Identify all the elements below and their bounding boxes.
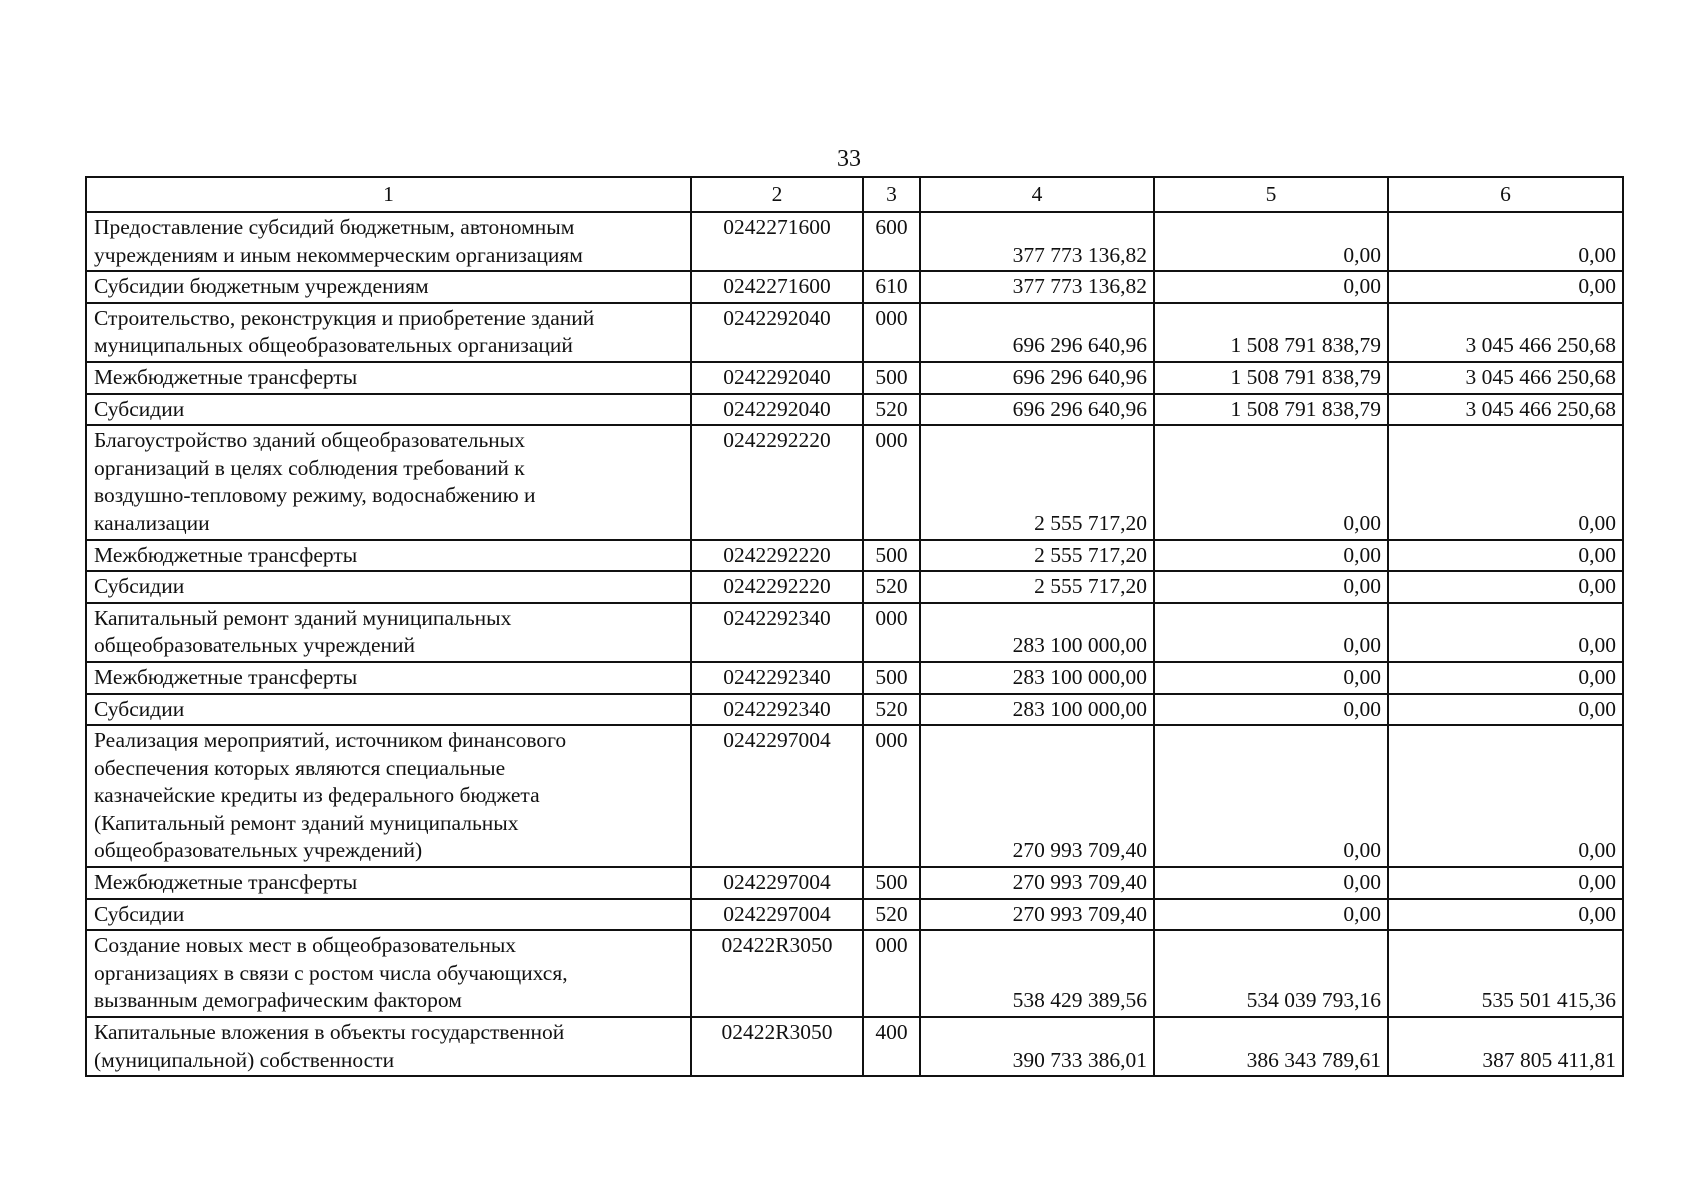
row-col5-value: 0,00: [1154, 425, 1388, 539]
row-expense-type-cell: 500: [863, 867, 920, 899]
row-col5-value: 0,00: [1154, 212, 1388, 271]
row-col6-value: 0,00: [1388, 662, 1623, 694]
row-col6-value: 0,00: [1388, 899, 1623, 931]
row-col6-value: 0,00: [1388, 725, 1623, 867]
row-col4-value: 283 100 000,00: [920, 694, 1154, 726]
page-number: 33: [837, 146, 861, 172]
row-name-cell: Капитальный ремонт зданий муниципальных общеобразовательных учреждений: [86, 603, 691, 662]
row-col5-value: 1 508 791 838,79: [1154, 362, 1388, 394]
column-header: 3: [863, 177, 920, 212]
table-row: [86, 394, 1623, 426]
row-col5-value: 0,00: [1154, 662, 1388, 694]
table-row: [86, 694, 1623, 726]
row-col5-value: 0,00: [1154, 571, 1388, 603]
row-expense-type-cell: 000: [863, 930, 920, 1017]
row-col6-value: 0,00: [1388, 867, 1623, 899]
row-col4-value: 270 993 709,40: [920, 867, 1154, 899]
table-row: [86, 867, 1623, 899]
row-expense-type-cell: 000: [863, 725, 920, 867]
row-col4-value: 2 555 717,20: [920, 571, 1154, 603]
row-code-cell: 0242271600: [691, 271, 863, 303]
row-code-cell: 0242271600: [691, 212, 863, 271]
row-expense-type-cell: 000: [863, 303, 920, 362]
row-col6-value: 3 045 466 250,68: [1388, 362, 1623, 394]
row-col6-value: 0,00: [1388, 603, 1623, 662]
row-col4-value: 696 296 640,96: [920, 394, 1154, 426]
row-expense-type-cell: 500: [863, 662, 920, 694]
table-row: [86, 662, 1623, 694]
row-col6-value: 3 045 466 250,68: [1388, 303, 1623, 362]
table-row: [86, 930, 1623, 1017]
row-code-cell: 0242292340: [691, 694, 863, 726]
row-col4-value: 2 555 717,20: [920, 425, 1154, 539]
column-header: 2: [691, 177, 863, 212]
row-expense-type-cell: 500: [863, 540, 920, 572]
row-col6-value: 0,00: [1388, 425, 1623, 539]
table-body: [86, 212, 1623, 1076]
row-col5-value: 386 343 789,61: [1154, 1017, 1388, 1076]
row-code-cell: 0242292040: [691, 394, 863, 426]
column-header: 5: [1154, 177, 1388, 212]
row-name-cell: Субсидии: [86, 394, 691, 426]
row-col5-value: 1 508 791 838,79: [1154, 394, 1388, 426]
row-code-cell: 0242292220: [691, 540, 863, 572]
row-col5-value: 1 508 791 838,79: [1154, 303, 1388, 362]
table-row: [86, 303, 1623, 362]
row-name-cell: Создание новых мест в общеобразовательных организациях в связи с ростом числа обучающихся, вызванным демографическим фактором: [86, 930, 691, 1017]
row-name-cell: Межбюджетные трансферты: [86, 662, 691, 694]
row-col6-value: 0,00: [1388, 212, 1623, 271]
row-expense-type-cell: 000: [863, 425, 920, 539]
row-col5-value: 0,00: [1154, 725, 1388, 867]
row-name-cell: Строительство, реконструкция и приобретение зданий муниципальных общеобразовательных организаций: [86, 303, 691, 362]
table-row: [86, 899, 1623, 931]
row-expense-type-cell: 500: [863, 362, 920, 394]
row-expense-type-cell: 610: [863, 271, 920, 303]
row-name-cell: Реализация мероприятий, источником финансового обеспечения которых являются специальные казначейские кредиты из федерального бюджета (Капитальный ремонт зданий муниципальных общеобразовательных учреждений): [86, 725, 691, 867]
column-header: 6: [1388, 177, 1623, 212]
row-code-cell: 02422R3050: [691, 930, 863, 1017]
table-row: [86, 571, 1623, 603]
row-col6-value: 387 805 411,81: [1388, 1017, 1623, 1076]
row-col4-value: 283 100 000,00: [920, 603, 1154, 662]
row-col5-value: 0,00: [1154, 867, 1388, 899]
row-col5-value: 0,00: [1154, 694, 1388, 726]
row-code-cell: 0242297004: [691, 867, 863, 899]
row-col4-value: 270 993 709,40: [920, 725, 1154, 867]
row-col6-value: 0,00: [1388, 540, 1623, 572]
table-row: [86, 212, 1623, 271]
row-expense-type-cell: 600: [863, 212, 920, 271]
row-col6-value: 0,00: [1388, 694, 1623, 726]
row-col4-value: 2 555 717,20: [920, 540, 1154, 572]
row-expense-type-cell: 400: [863, 1017, 920, 1076]
row-name-cell: Капитальные вложения в объекты государственной (муниципальной) собственности: [86, 1017, 691, 1076]
column-header: 1: [86, 177, 691, 212]
row-code-cell: 0242292340: [691, 662, 863, 694]
table-row: [86, 603, 1623, 662]
budget-table: [85, 176, 1624, 1077]
table-row: [86, 725, 1623, 867]
row-col4-value: 390 733 386,01: [920, 1017, 1154, 1076]
row-name-cell: Субсидии: [86, 571, 691, 603]
row-name-cell: Межбюджетные трансферты: [86, 540, 691, 572]
row-name-cell: Предоставление субсидий бюджетным, автономным учреждениям и иным некоммерческим организациям: [86, 212, 691, 271]
row-name-cell: Субсидии бюджетным учреждениям: [86, 271, 691, 303]
row-code-cell: 0242292040: [691, 303, 863, 362]
row-code-cell: 0242292220: [691, 571, 863, 603]
row-code-cell: 0242292220: [691, 425, 863, 539]
row-expense-type-cell: 520: [863, 571, 920, 603]
column-header: 4: [920, 177, 1154, 212]
row-col6-value: 0,00: [1388, 271, 1623, 303]
row-name-cell: Субсидии: [86, 694, 691, 726]
row-name-cell: Межбюджетные трансферты: [86, 362, 691, 394]
row-col6-value: 535 501 415,36: [1388, 930, 1623, 1017]
row-col5-value: 534 039 793,16: [1154, 930, 1388, 1017]
row-name-cell: Благоустройство зданий общеобразовательных организаций в целях соблюдения требований к воздушно-тепловому режиму, водоснабжению и канализации: [86, 425, 691, 539]
row-code-cell: 0242297004: [691, 725, 863, 867]
row-col4-value: 538 429 389,56: [920, 930, 1154, 1017]
row-col6-value: 0,00: [1388, 571, 1623, 603]
row-col5-value: 0,00: [1154, 271, 1388, 303]
row-col4-value: 377 773 136,82: [920, 271, 1154, 303]
row-expense-type-cell: 520: [863, 694, 920, 726]
row-expense-type-cell: 000: [863, 603, 920, 662]
row-col4-value: 270 993 709,40: [920, 899, 1154, 931]
row-col5-value: 0,00: [1154, 540, 1388, 572]
table-row: [86, 540, 1623, 572]
row-code-cell: 0242292040: [691, 362, 863, 394]
table-row: [86, 271, 1623, 303]
row-col4-value: 696 296 640,96: [920, 362, 1154, 394]
row-col4-value: 283 100 000,00: [920, 662, 1154, 694]
table-row: [86, 1017, 1623, 1076]
row-code-cell: 0242292340: [691, 603, 863, 662]
row-name-cell: Субсидии: [86, 899, 691, 931]
row-name-cell: Межбюджетные трансферты: [86, 867, 691, 899]
row-expense-type-cell: 520: [863, 899, 920, 931]
row-expense-type-cell: 520: [863, 394, 920, 426]
row-code-cell: 02422R3050: [691, 1017, 863, 1076]
row-col4-value: 696 296 640,96: [920, 303, 1154, 362]
header-row: [86, 177, 1623, 212]
table-row: [86, 425, 1623, 539]
row-code-cell: 0242297004: [691, 899, 863, 931]
row-col4-value: 377 773 136,82: [920, 212, 1154, 271]
table-row: [86, 362, 1623, 394]
row-col5-value: 0,00: [1154, 603, 1388, 662]
row-col5-value: 0,00: [1154, 899, 1388, 931]
row-col6-value: 3 045 466 250,68: [1388, 394, 1623, 426]
